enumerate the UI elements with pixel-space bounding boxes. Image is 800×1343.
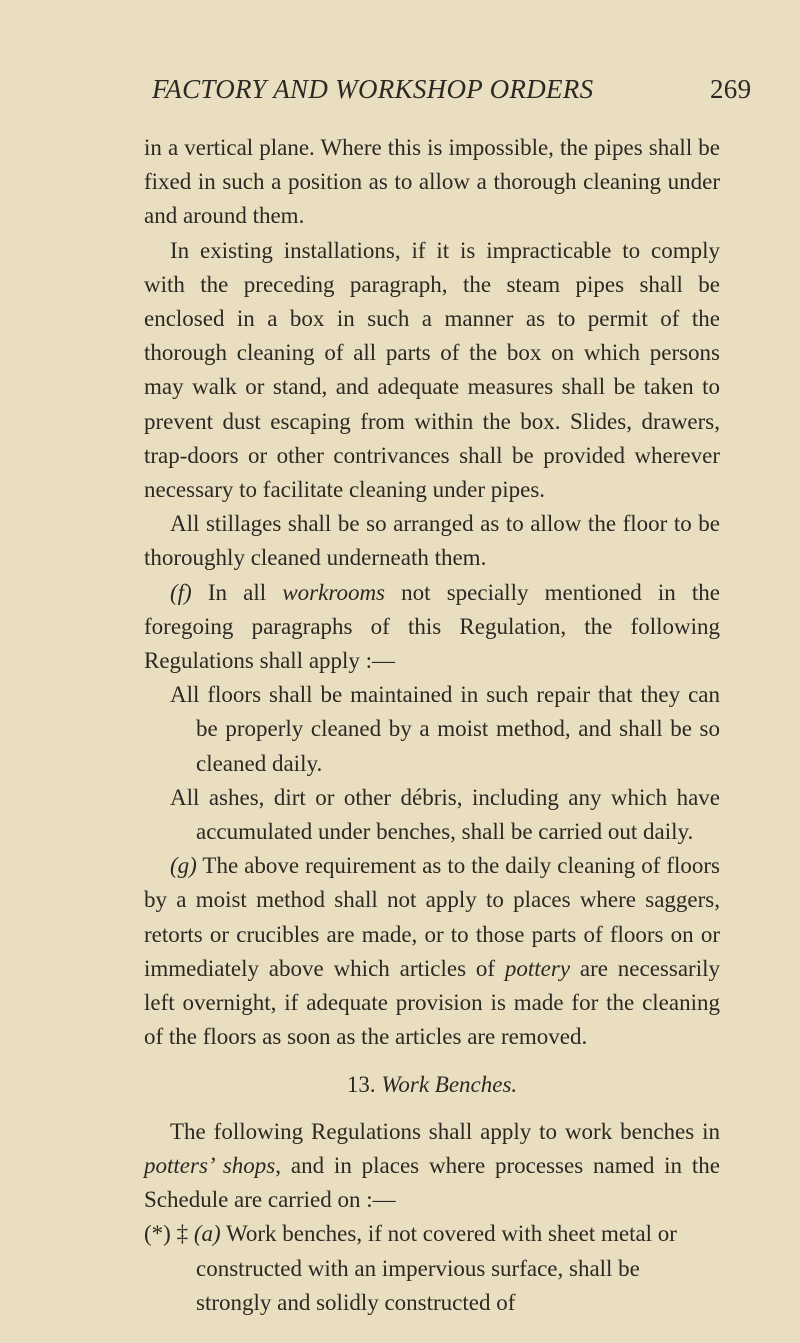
paragraph-existing-installations: In existing installations, if it is impracticable to comply with the preceding paragraph, the steam pipes shall be enclosed in a box in such a manner as to permit of the thorough cleaning of all parts of the box on which persons may walk or stand, and adequate measures shall be taken to prevent dust escaping from within the box. Slides, drawers, trap-doors or other contrivances shall be provided wherever necessary to facilitate cleaning under pipes. [144, 237, 720, 503]
p4-text-a: In all [191, 579, 283, 605]
p9-marks: (*) ‡ [144, 1221, 194, 1247]
p7-emphasis: pottery [504, 955, 571, 981]
p4-emphasis: workrooms [282, 579, 386, 605]
paragraph-g-requirement [144, 849, 720, 1054]
paragraph-vertical-plane: in a vertical plane. Where this is impossible, the pipes shall be fixed in such a position as to allow a thorough cleaning under and around them. [144, 135, 720, 229]
section-number: 13. [346, 1072, 376, 1098]
paragraph-f-workrooms [144, 576, 720, 679]
p8-emphasis: potters’ shops [144, 1152, 276, 1178]
running-title: FACTORY AND WORKSHOP ORDERS [152, 74, 594, 104]
p9-text: Work benches, if not covered with sheet metal or constructed with an impervious surface, shall be strongly and solidly constructed of [196, 1221, 677, 1315]
p4-text-b: not specially mentioned in the foregoing paragraphs of this Regulation, the following Regulations shall apply :— [144, 579, 720, 674]
page-number: 269 [710, 74, 752, 104]
p7-text-a: The above requirement as to the daily cleaning of floors by a moist method shall not apply to places where saggers, retorts or crucibles are made, or to those parts of floors on or immediately above which articles of [144, 853, 720, 981]
running-head [0, 74, 800, 110]
p7-text-b: are necessarily left overnight, if adequate provision is made for the cleaning of the floors as soon as the articles are removed. [144, 955, 720, 1050]
body-text [144, 131, 720, 1320]
section-title: Work Benches. [381, 1072, 518, 1098]
paragraph-ashes-debris: All ashes, dirt or other débris, including any which have accumulated under benches, shall be carried out daily. [170, 784, 720, 845]
section-heading [144, 1068, 720, 1102]
clause-label-a: (a) [193, 1221, 221, 1247]
paragraph-floors-repair: All floors shall be maintained in such repair that they can be properly cleaned by a moist method, and shall be so cleaned daily. [170, 682, 720, 776]
clause-label-g: (g) [170, 853, 197, 879]
paragraph-a-work-benches [144, 1217, 720, 1320]
clause-label-f: (f) [170, 579, 192, 605]
paragraph-following-regulations [144, 1115, 720, 1218]
p8-text-b: , and in places where processes named in the Schedule are carried on :— [144, 1152, 721, 1213]
paragraph-stillages: All stillages shall be so arranged as to allow the floor to be thoroughly cleaned underneath them. [144, 511, 720, 571]
p8-text-a: The following Regulations shall apply to work benches in [170, 1118, 720, 1144]
